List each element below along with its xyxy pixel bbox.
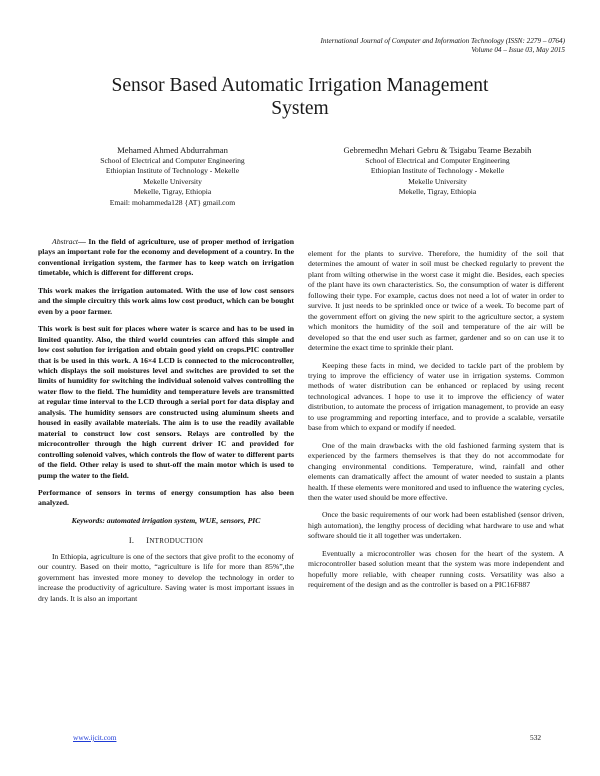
title-line-1: Sensor Based Automatic Irrigation Management [111,75,489,96]
abstract-dash: — [78,237,89,246]
author-name: Mehamed Ahmed Abdurrahman [117,145,228,155]
author-name: Gebremedhn Mehari Gebru & Tsigabu Teame Bezabih [343,145,532,155]
author-university: Mekelle University [408,176,467,186]
body-paragraph-5: Eventually a microcontroller was chosen for the heart of the system. A microcontroller based solution meant that the system was more independent and hopefully more reliable, with cheaper running costs. Versatility was also a requirement of the design and as the controller is based on a PIC16F887 [308,548,564,590]
journal-volume: Volume 04 – Issue 03, May 2015 [471,46,565,54]
journal-name: International Journal of Computer and Information Technology (ISSN: 2279 – 0764) [320,37,565,45]
author-location: Mekelle, Tigray, Ethiopia [398,187,477,196]
section-number: I. [128,536,135,546]
title-line-2: System [271,98,329,119]
author-location: Mekelle, Tigray, Ethiopia [133,187,212,196]
body-paragraph-4: Once the basic requirements of our work had been established (sensor driven, high automation), the lengthy process of deciding what hardware to use and what software should tie it all together was undertaken. [308,510,564,541]
footer-link[interactable]: www.ijcit.com [73,733,117,742]
abstract-paragraph-4: Performance of sensors in terms of energy consumption has also been analyzed. [38,487,294,508]
body-paragraph-1: element for the plants to survive. Therefore, the humidity of the soil that determines the amount of water in soil must be checked regularly to prevent the plant from wilting otherwise in the worst case it might die. Besides, each species of the plant have its own characteristics. So, the consumption of water is different following their type. For example, cactus does not need a lot of water in order to survive. It just needs to be sprinkled once or twice of a week. To become part of the government effort on giving the new spirit to the agriculture sector, a system which monitors the humidity of the soil and temperature of the air will be developed so that the end user such as farmer, gardener and so on can use it to determine the exact time to sprinkle their plant. [308,249,564,353]
author-university: Mekelle University [143,176,202,186]
page-number: 532 [530,733,542,742]
section-heading-introduction [38,536,294,546]
author-block-left [40,145,305,208]
intro-paragraph-1: In Ethiopia, agriculture is one of the sectors that give profit to the economy of our country. Based on their motto, “agriculture is life for more than 85%”,the government has invested more money to develop the technology in order to increase the productivity of agriculture. Saving water is most important issues in dry lands. It is also an important [38,551,294,603]
body-paragraph-2: Keeping these facts in mind, we decided to tackle part of the problem by trying to improve the efficiency of water use in irrigation systems. Common methods of water distribution can be enhanced or replaced by using recent technological advances. I hope to use it to improve the efficiency of water distribution, to automate the process of irrigation management, to provide an easy to use programming and reporting interface, and to provide a scalable, versatile base from which to expand or modify if needed. [308,360,564,433]
section-title-rest: NTRODUCTION [149,537,204,546]
abstract-text-1: In the field of agriculture, use of proper method of irrigation plays an important role for the economy and development of a country. In the conventional irrigation system, the farmer has to keep watch on irrigation timetable, which is different for different crops. [38,237,295,278]
abstract-paragraph-1 [38,237,294,279]
author-institute: Ethiopian Institute of Technology - Mekelle [370,166,505,175]
author-dept: School of Electrical and Computer Engineering [365,155,510,165]
abstract-paragraph-3: This work is best suit for places where water is scarce and has to be used in limited quantity. Also, the third world countries can afford this simple and low cost solution for irrigation and obtain good yield on crops.PIC controller that is be used in this work. A 16×4 LCD is connected to the microcontroller, which displays the soil moistures level and switches are provided to set the limits of humidity for switching the individual solenoid valves controlling the water flow to the field. The humidity and temperature levels are transmitted at regular time interval to the LCD through a serial port for data display and analysis. The humidity sensors are constructed using aluminum sheets and housed in easily available materials. The aim is to use the readily available material to construct low cost sensors. Relays are controlled by the microcontroller through the high current driver IC and provided for controlling solenoid valves, which controls the flow of water to different parts of the field. Other relay is used to shut-off the main motor which is used to pump the water to the field. [38,324,294,480]
journal-header [225,37,565,55]
author-block-right [305,145,570,198]
author-institute: Ethiopian Institute of Technology - Mekelle [105,166,240,175]
left-column [38,237,294,611]
body-paragraph-3: One of the main drawbacks with the old fashioned farming system that is experienced by the farmers themselves is that they do not accommodate for changing environmental conditions. Temperature, wind, rainfall and other elements can dramatically affect the amount of water needed to sustain a plants health. If these elements were monitored and used to influence the watering cycles, then the water used should be more effective. [308,440,564,502]
keywords: Keywords: automated irrigation system, WUE, sensors, PIC [71,515,261,525]
paper-title [40,74,560,120]
abstract-paragraph-2: This work makes the irrigation automated. With the use of low cost sensors and the simple circuitry this work aims low cost product, which can be bought even by a poor farmer. [38,285,294,316]
abstract-label: Abstract [52,237,79,246]
right-column [308,249,564,598]
author-email: Email: mohammeda128 {AT} gmail.com [109,197,236,207]
section-title-initial: I [146,536,150,546]
author-dept: School of Electrical and Computer Engineering [100,155,245,165]
